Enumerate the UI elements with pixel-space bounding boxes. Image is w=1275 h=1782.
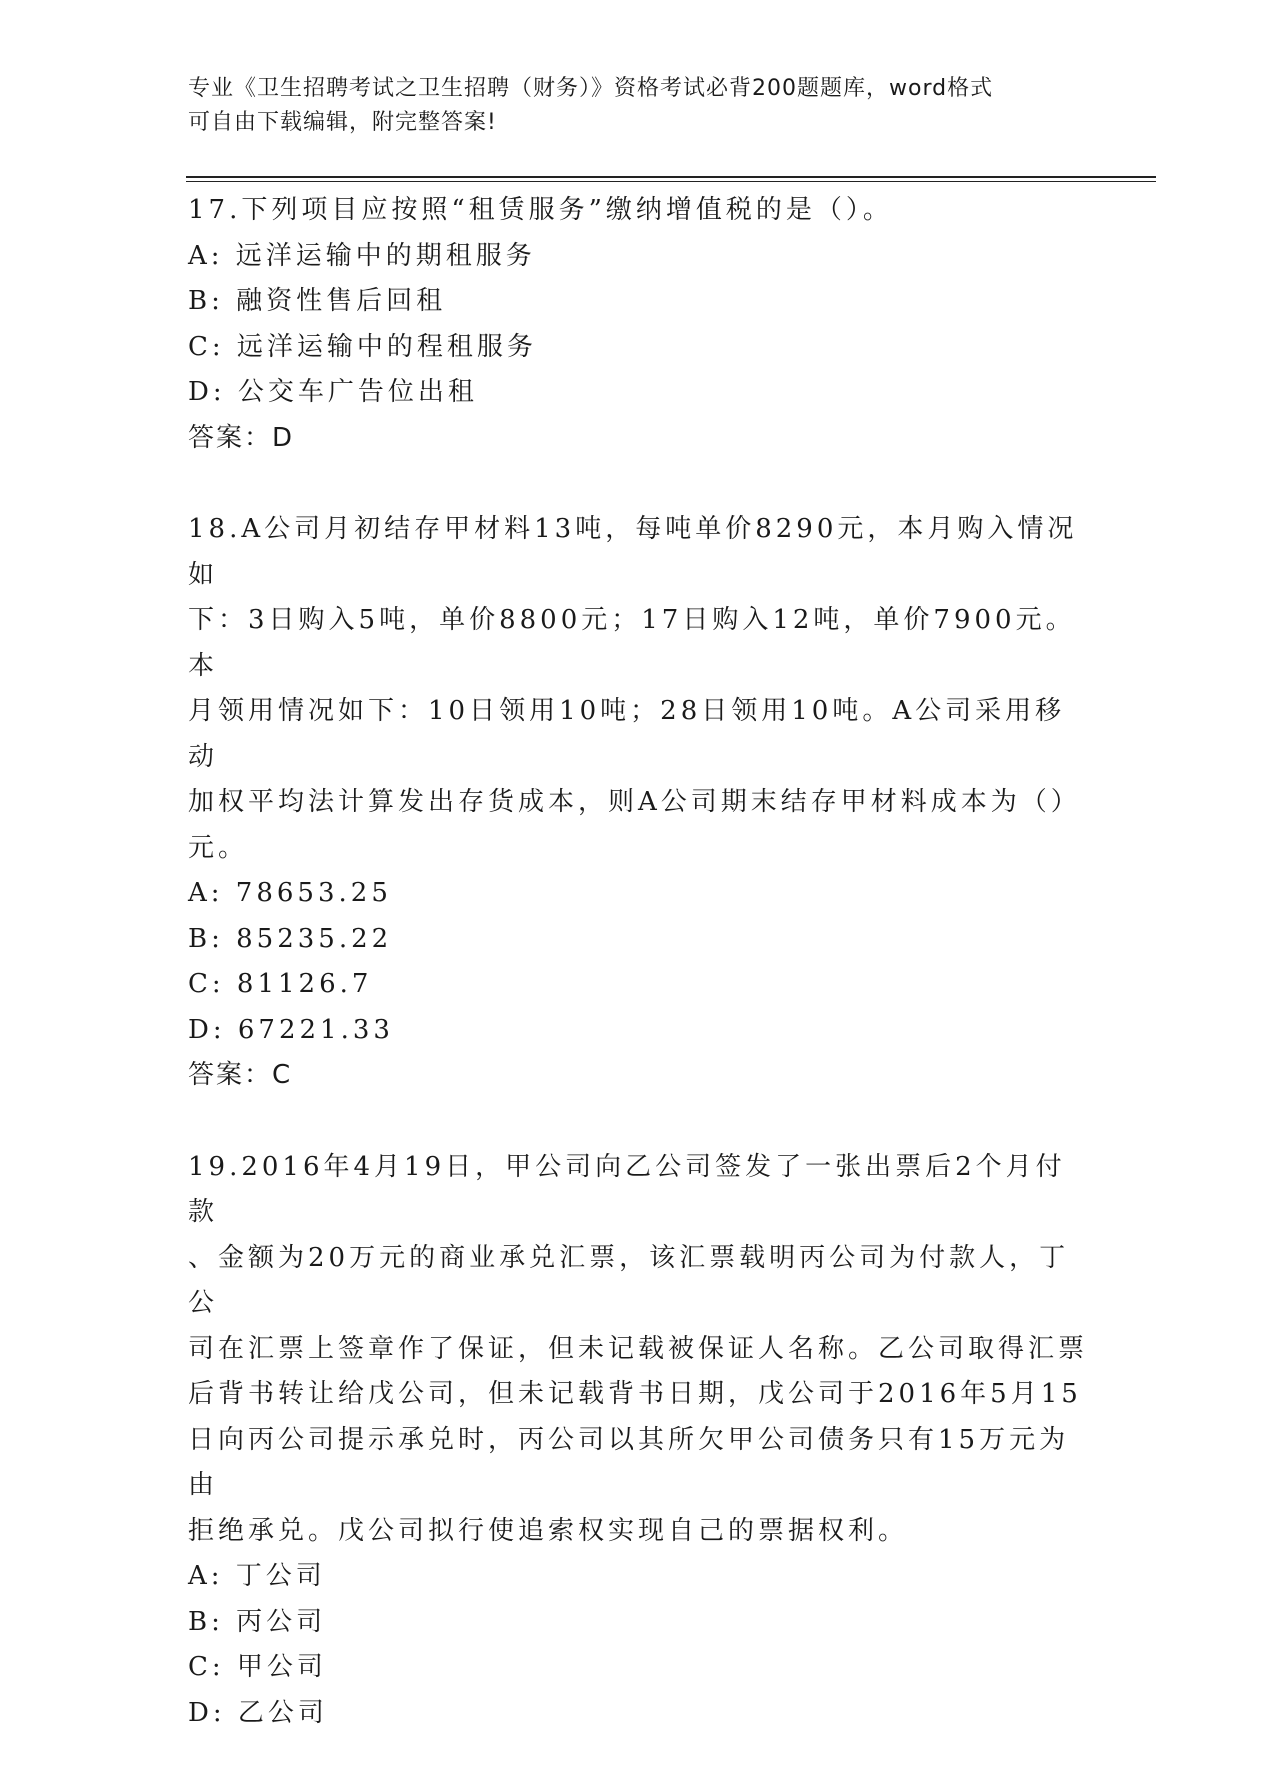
question-text-line: 后背书转让给戊公司，但未记载背书日期，戊公司于2016年5月15 <box>188 1379 1082 1409</box>
question-text-line: 月领用情况如下：10日领用10吨；28日领用10吨。A公司采用移动 <box>188 696 1066 772</box>
option-a: A: 丁公司 <box>188 1561 326 1591</box>
option-c: C: 81126.7 <box>188 969 373 999</box>
header-divider-thick <box>186 176 1156 178</box>
header-line-2: 可自由下载编辑，附完整答案! <box>188 110 497 135</box>
question-text-line: 、金额为20万元的商业承兑汇票，该汇票载明丙公司为付款人，丁公 <box>188 1242 1070 1318</box>
question-text-line: 19.2016年4月19日，甲公司向乙公司签发了一张出票后2个月付款 <box>188 1151 1066 1227</box>
option-c: C: 甲公司 <box>188 1652 327 1682</box>
option-a: A: 78653.25 <box>188 878 392 908</box>
question-18 <box>188 507 1088 1099</box>
question-text-line: 加权平均法计算发出存货成本，则A公司期末结存甲材料成本为（） <box>188 787 1081 817</box>
option-b: B: 融资性售后回租 <box>188 286 447 316</box>
header-line-1: 专业《卫生招聘考试之卫生招聘（财务）》资格考试必背200题题库，word格式 <box>188 76 994 101</box>
question-text-line: 下：3日购入5吨，单价8800元；17日购入12吨，单价7900元。本 <box>188 605 1076 681</box>
answer-line: 答案：D <box>188 422 295 453</box>
option-a: A: 远洋运输中的期租服务 <box>188 240 536 271</box>
question-text-line: 日向丙公司提示承兑时，丙公司以其所欠甲公司债务只有15万元为由 <box>188 1424 1070 1500</box>
question-text-line: 元。 <box>188 832 249 863</box>
question-text-line: 拒绝承兑。戊公司拟行使追索权实现自己的票据权利。 <box>188 1515 909 1546</box>
question-text-line: 司在汇票上签章作了保证，但未记载被保证人名称。乙公司取得汇票 <box>188 1333 1089 1364</box>
option-b: B: 丙公司 <box>188 1606 327 1637</box>
option-b: B: 85235.22 <box>188 923 393 954</box>
question-17 <box>188 188 1088 461</box>
document-header <box>188 72 1068 140</box>
option-c: C: 远洋运输中的程租服务 <box>188 331 537 362</box>
option-d: D: 公交车广告位出租 <box>188 377 478 407</box>
answer-line: 答案：C <box>188 1060 293 1090</box>
question-text-line: 18.A公司月初结存甲材料13吨，每吨单价8290元，本月购入情况如 <box>188 514 1078 590</box>
question-text-line: 17.下列项目应按照“租赁服务”缴纳增值税的是（）。 <box>188 195 893 225</box>
header-divider-thin <box>186 181 1156 182</box>
question-list <box>188 188 1088 1782</box>
option-d: D: 67221.33 <box>188 1014 394 1045</box>
option-d: D: 乙公司 <box>188 1697 328 1728</box>
question-19 <box>188 1145 1088 1737</box>
